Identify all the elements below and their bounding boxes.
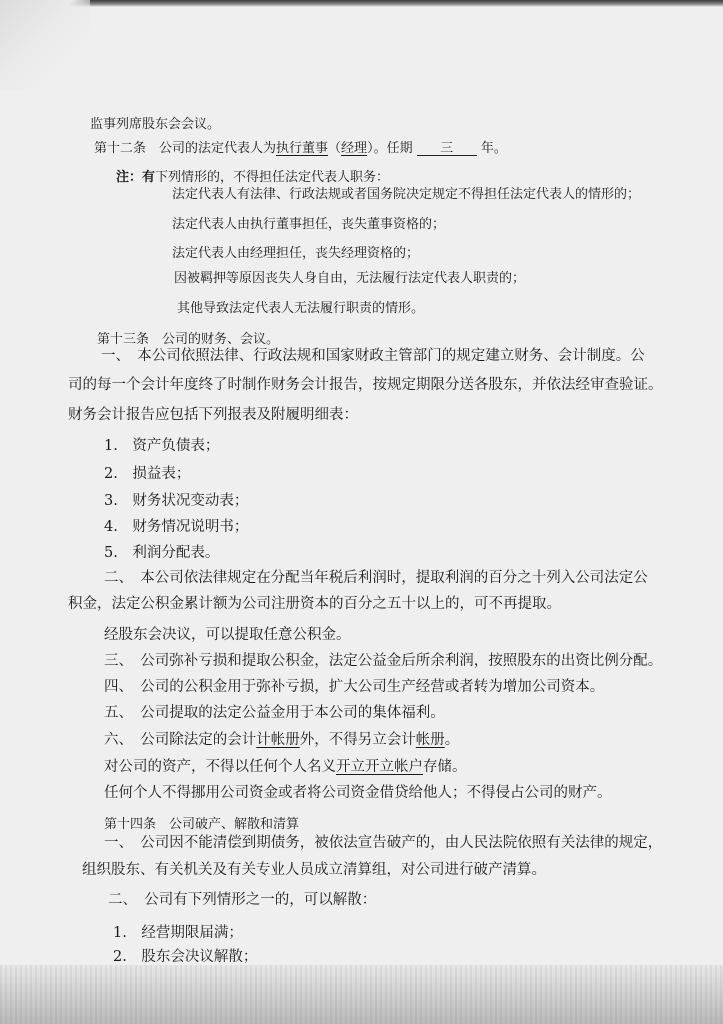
list-item: 5. 利润分配表。: [104, 545, 220, 561]
text-line: 四、 公司的公积金用于弥补亏损，扩大公司生产经营或者转为增加公司资本。: [104, 679, 605, 695]
note-label: 注：有: [116, 170, 156, 185]
text-line: 经股东会决议，可以提取任意公积金。: [104, 627, 351, 643]
text-span: 存储。: [423, 759, 467, 775]
text-line: [104, 760, 467, 775]
text-span: 。: [444, 732, 460, 748]
text-line: 二、 公司有下列情形之一的，可以解散：: [108, 892, 377, 908]
text-line: 二、 本公司依法律规定在分配当年税后利润时，提取利润的百分之十列入公司法定公: [104, 570, 648, 586]
scan-top-edge: [0, 0, 723, 7]
list-item: 1. 资产负债表；: [104, 438, 220, 454]
text-span: 下列情形的，不得担任法定代表人职务：: [155, 170, 390, 185]
underlined-text: 计帐册: [256, 732, 300, 748]
text-span: ）。任期: [367, 141, 413, 156]
text-line: 因被羁押等原因丧失人身自由，无法履行法定代表人职责的；: [174, 271, 526, 286]
list-item: 1. 经营期限届满；: [113, 925, 243, 941]
text-line: 三、 公司弥补亏损和提取公积金，法定公益金后所余利润，按照股东的出资比例分配。: [104, 653, 663, 669]
list-item: 4. 财务情况说明书；: [104, 519, 249, 535]
text-span: （: [328, 141, 342, 156]
text-line: 五、 公司提取的法定公益金用于本公司的集体福利。: [104, 705, 445, 721]
text-line: 法定代表人由经理担任，丧失经理资格的；: [172, 246, 420, 261]
text-span: 年。: [480, 141, 507, 156]
text-line: 法定代表人有法律、行政法规或者国务院决定规定不得担任法定代表人的情形的；: [172, 187, 641, 202]
text-line: [104, 733, 459, 748]
text-line: 一、 本公司依照法律、行政法规和国家财政主管部门的规定建立财务、会计制度。公: [101, 348, 645, 364]
text-line: 其他导致法定代表人无法履行职责的情形。: [177, 301, 425, 316]
article-heading: 第十三条 公司的财务、会议。: [97, 332, 280, 347]
list-item: 3. 财务状况变动表；: [104, 493, 249, 509]
text-line: 法定代表人由执行董事担任，丧失董事资格的；: [172, 217, 446, 232]
text-span: 六、 公司除法定的会计: [104, 732, 257, 748]
underlined-text: 开立开立帐户: [336, 759, 423, 775]
underlined-text: 帐册: [415, 732, 445, 748]
underlined-text: 经理: [341, 141, 368, 156]
scan-folded-corner: [0, 0, 90, 90]
text-span: 外，不得另立会计: [299, 732, 416, 748]
text-line: 监事列席股东会会议。: [90, 117, 221, 132]
article-heading: 第十四条 公司破产、解散和清算: [104, 817, 300, 832]
text-line: 任何个人不得挪用公司资金或者将公司资金借贷给他人；不得侵占公司的财产。: [104, 785, 612, 801]
text-line: 司的每一个会计年度终了时制作财务会计报告，按规定期限分送各股东，并依法经审查验证。: [68, 377, 663, 393]
list-item: 2. 股东会决议解散；: [113, 949, 258, 965]
text-line: 一、 公司因不能清偿到期债务，被依法宣告破产的，由人民法院依照有关法律的规定，: [104, 835, 663, 851]
scan-bottom-shadow: [0, 965, 723, 1024]
text-span: 对公司的资产，不得以任何个人名义: [104, 759, 336, 775]
text-line: 积金，法定公积金累计额为公司注册资本的百分之五十以上的，可不再提取。: [68, 596, 561, 612]
term-blank: 三: [417, 142, 477, 156]
underlined-text: 执行董事: [276, 141, 329, 156]
text-line: 组织股东、有关机关及有关专业人员成立清算组，对公司进行破产清算。: [82, 862, 546, 878]
article-12-line: [94, 142, 507, 156]
text-span: 第十二条 公司的法定代表人为: [94, 141, 277, 156]
list-item: 2. 损益表；: [104, 466, 191, 482]
note-line: [116, 171, 389, 184]
text-line: 财务会计报告应包括下列报表及附履明细表：: [68, 407, 358, 423]
